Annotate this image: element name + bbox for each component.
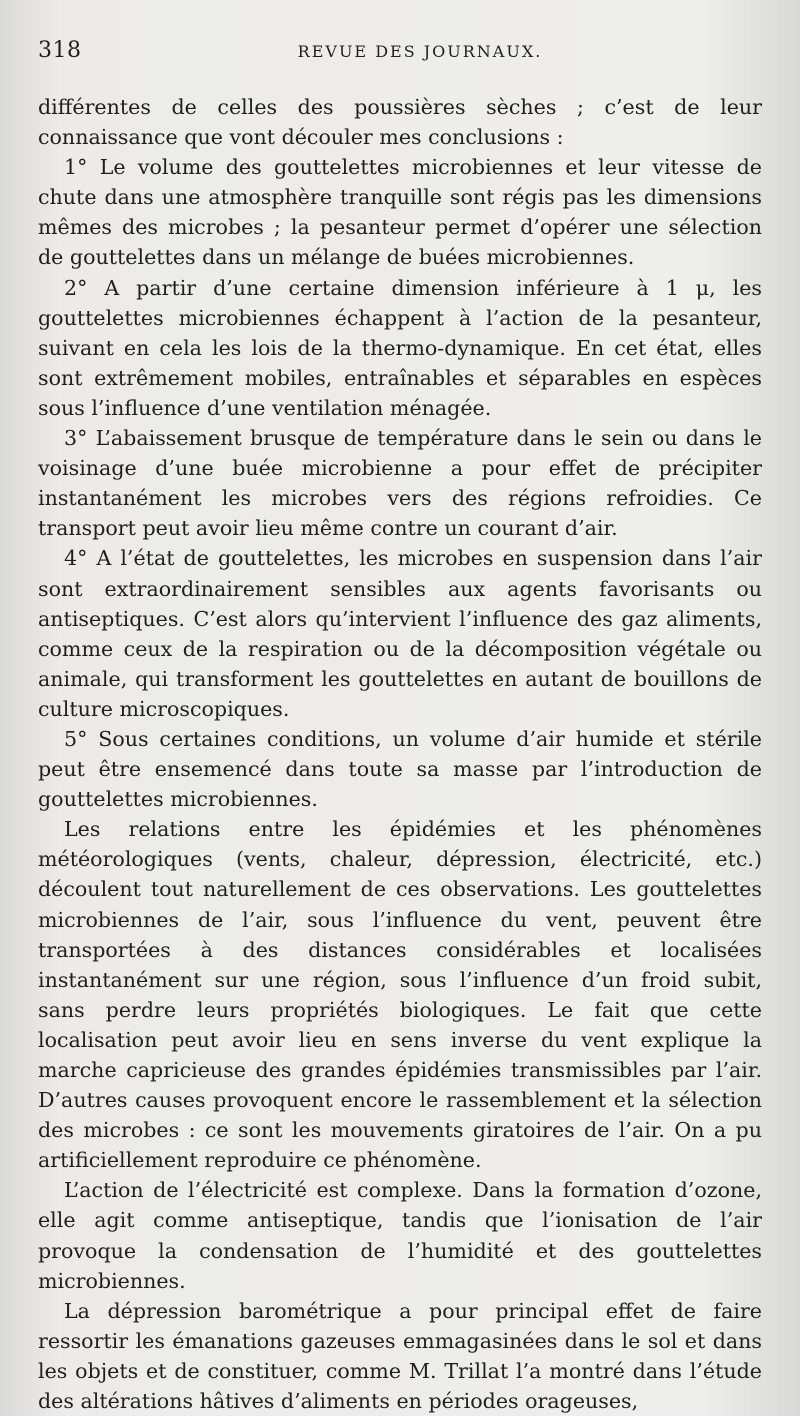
paragraph: L’action de l’électricité est complexe. Dans la formation d’ozone, elle agit comme antiseptique, tandis que l’ionisation de l’air provoque la condensation de l’humidité et des gouttelettes microbiennes. — [38, 1178, 762, 1293]
paragraph: 3° L’abaissement brusque de température dans le sein ou dans le voisinage d’une buée microbienne a pour effet de précipiter instantanément les microbes vers des régions refroidies. Ce transport peut avoir lieu même contre un courant d’air. — [38, 426, 762, 541]
paragraph: 2° A partir d’une certaine dimension inférieure à 1 μ, les gouttelettes microbiennes échappent à l’action de la pesanteur, suivant en cela les lois de la thermo-dynamique. En cet état, elles sont extrêmement mobiles, entraînables et séparables en espèces sous l’influence d’une ventilation ménagée. — [38, 275, 762, 420]
page-header — [38, 38, 762, 72]
paragraph: 5° Sous certaines conditions, un volume d’air humide et stérile peut être ensemencé dans toute sa masse par l’introduction de gouttelettes microbiennes. — [38, 726, 762, 812]
paragraph: différentes de celles des poussières sèches ; c’est de leur connaissance que vont découler mes conclusions : — [38, 95, 762, 150]
paragraph: 4° A l’état de gouttelettes, les microbes en suspension dans l’air sont extraordinairement sensibles aux agents favorisants ou antiseptiques. C’est alors qu’intervient l’influence des gaz aliments, comme ceux de la respiration ou de la décomposition végétale ou animale, qui transforment les gouttelettes en autant de bouillons de culture microscopiques. — [38, 546, 762, 721]
page-number: 318 — [38, 38, 82, 63]
paragraph: 1° Le volume des gouttelettes microbiennes et leur vitesse de chute dans une atmosphère tranquille sont régis pas les dimensions mêmes des microbes ; la pesanteur permet d’opérer une sélection de gouttelettes dans un mélange de buées microbiennes. — [38, 155, 762, 270]
paragraph: La dépression barométrique a pour principal effet de faire ressortir les émanations gazeuses emmagasinées dans le sol et dans les objets et de constituer, comme M. Trillat l’a montré dans l’étude des altérations hâtives d’aliments en périodes orageuses, — [38, 1298, 762, 1414]
paragraph: Les relations entre les épidémies et les phénomènes météorologiques (vents, chaleur, dépression, électricité, etc.) découlent tout naturellement de ces observations. Les gouttelettes microbiennes de l’air, sous l’influence du vent, peuvent être transportées à des distances considérables et localisées instantanément sur une région, sous l’influence d’un froid subit, sans perdre leurs propriétés biologiques. Le fait que cette localisation peut avoir lieu en sens inverse du vent explique la marche capricieuse des grandes épidémies transmissibles par l’air. D’autres causes provoquent encore le rassemblement et la sélection des microbes : ce sont les mouvements giratoires de l’air. On a pu artificiellement reproduire ce phénomène. — [38, 817, 762, 1173]
body-text — [38, 92, 762, 1416]
running-title: REVUE DES JOURNAUX. — [297, 42, 543, 61]
